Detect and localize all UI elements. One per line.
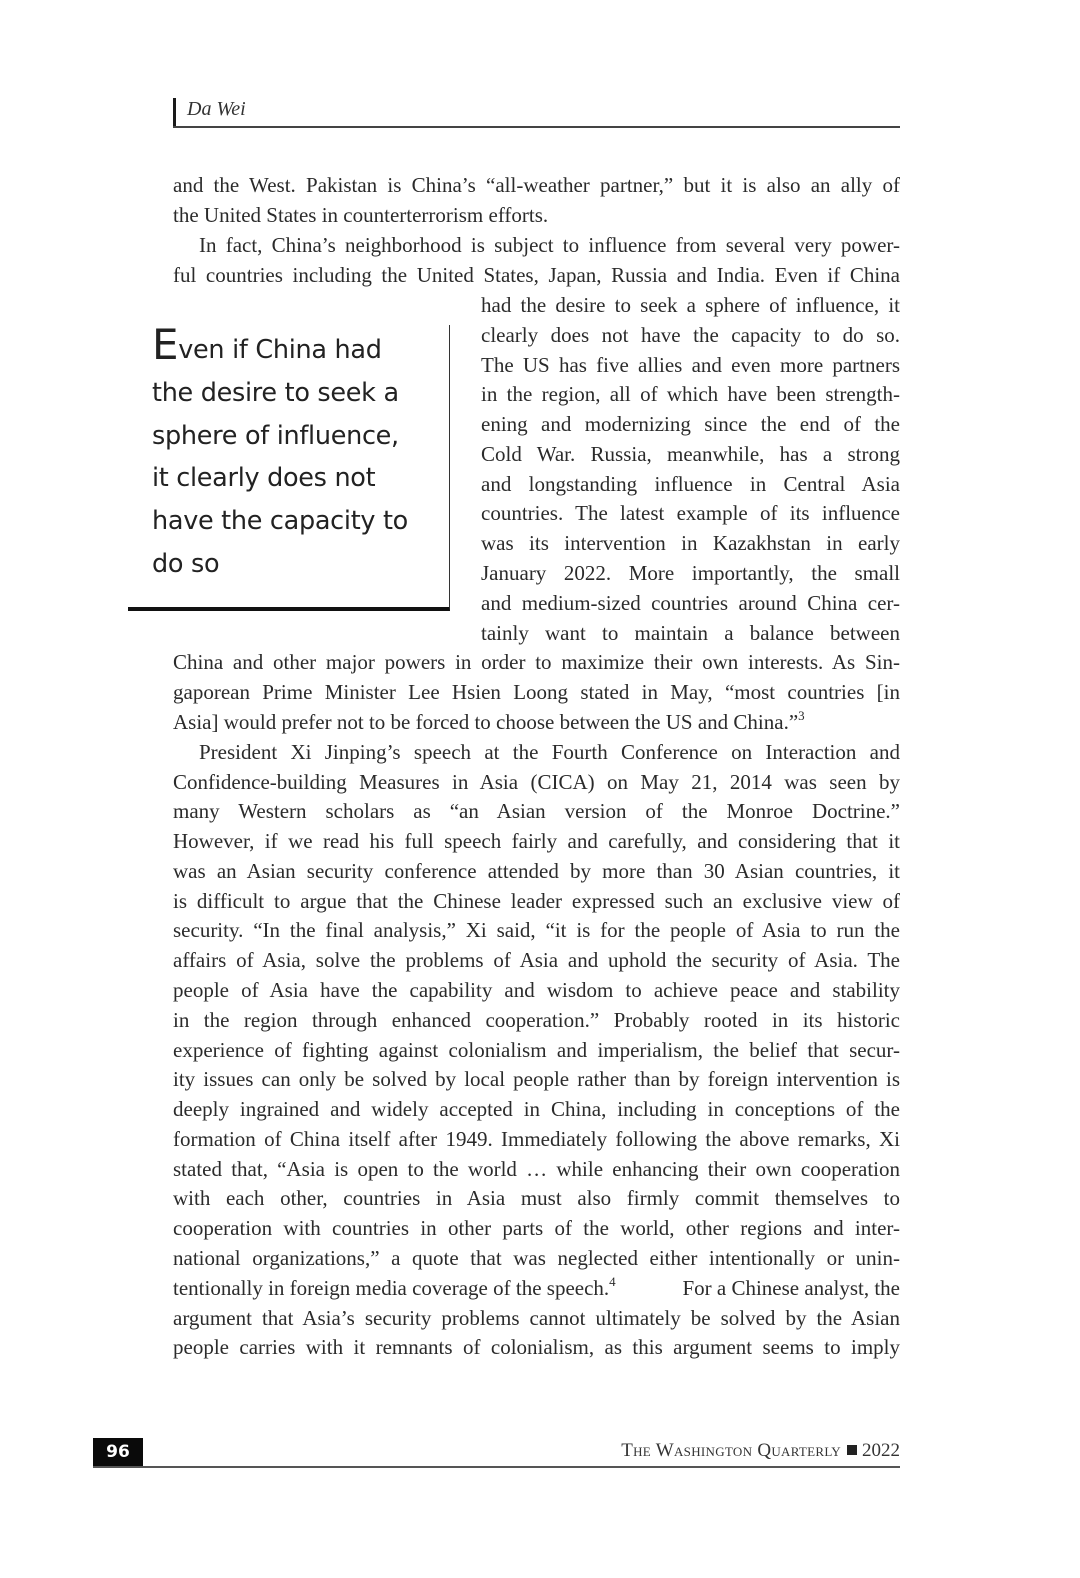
body-line: ening and modernizing since the end of the (481, 412, 900, 436)
pull-quote-line: the desire to seek a (152, 377, 399, 408)
body-line-segment: For a Chinese analyst, the (682, 1276, 900, 1300)
body-line: The US has five allies and even more partners (481, 353, 900, 377)
pull-quote-line: ven if China had (178, 335, 382, 365)
body-line-segment: tentionally in foreign media coverage of the speech. (173, 1276, 610, 1300)
body-line: and the West. Pakistan is China’s “all-weather partner,” but it is also an ally of (173, 173, 900, 197)
running-header (173, 96, 900, 128)
body-line: many Western scholars as “an Asian version of the Monroe Doctrine.” (173, 799, 900, 823)
body-line-text (173, 1274, 616, 1304)
body-line: with each other, countries in Asia must also firmly commit themselves to (173, 1186, 900, 1210)
body-line: clearly does not have the capacity to do so. (481, 323, 900, 347)
body-line: argument that Asia’s security problems cannot ultimately be solved by the Asian (173, 1306, 900, 1330)
journal-name: The Washington Quarterly (621, 1440, 841, 1461)
page-number: 96 (93, 1438, 143, 1466)
pull-quote-text (152, 320, 442, 586)
body-line: Confidence-building Measures in Asia (CICA) on May 21, 2014 was seen by (173, 770, 900, 794)
header-rule-mark (173, 98, 176, 126)
author-name: Da Wei (187, 98, 246, 120)
journal-info (621, 1438, 900, 1464)
body-line: China and other major powers in order to maximize their own interests. As Sin- (173, 650, 900, 674)
journal-year: 2022 (862, 1440, 900, 1461)
body-line: and medium-sized countries around China cer- (481, 591, 900, 615)
pull-quote-line: have the capacity to (152, 506, 408, 537)
body-line: the United States in counterterrorism efforts. (173, 203, 549, 227)
body-line: deeply ingrained and widely accepted in China, including in conceptions of the (173, 1097, 900, 1121)
square-bullet-icon (847, 1445, 857, 1455)
body-line: in the region through enhanced cooperation.” Probably rooted in its historic (173, 1008, 900, 1032)
body-line: was its intervention in Kazakhstan in early (481, 531, 900, 555)
body-line: stated that, “Asia is open to the world … while enhancing their own cooperation (173, 1157, 900, 1181)
body-line: is difficult to argue that the Chinese leader expressed such an exclusive view of (173, 889, 900, 913)
body-line: people of Asia have the capability and wisdom to achieve peace and stability (173, 978, 900, 1002)
body-line-text: Asia] would prefer not to be forced to choose between the US and China.” (173, 710, 799, 734)
body-line: January 2022. More importantly, the small (481, 561, 900, 585)
body-line: security. “In the final analysis,” Xi said, “it is for the people of Asia to run the (173, 918, 900, 942)
body-line: formation of China itself after 1949. Immediately following the above remarks, Xi (173, 1127, 900, 1151)
footnote-ref-3[interactable]: 3 (798, 708, 805, 723)
body-line: Cold War. Russia, meanwhile, has a strong (481, 442, 900, 466)
body-line: tainly want to maintain a balance between (481, 621, 900, 645)
body-line: was an Asian security conference attended by more than 30 Asian countries, it (173, 859, 900, 883)
pull-quote-line: sphere of influence, (152, 420, 399, 451)
body-line: experience of fighting against colonialism and imperialism, the belief that secur- (173, 1038, 900, 1062)
pull-quote (128, 320, 450, 611)
body-line (173, 708, 900, 738)
pull-quote-line: do so (152, 548, 220, 579)
body-line: cooperation with countries in other parts of the world, other regions and inter- (173, 1216, 900, 1240)
body-line: countries. The latest example of its influence (481, 501, 900, 525)
pull-quote-line: it clearly does not (152, 463, 376, 494)
footnote-ref-4[interactable]: 4 (609, 1274, 616, 1289)
body-line: had the desire to seek a sphere of influence, it (481, 293, 900, 317)
pull-quote-dropcap: E (152, 320, 179, 369)
body-line: President Xi Jinping’s speech at the Fourth Conference on Interaction and (199, 740, 900, 764)
body-line: people carries with it remnants of colonialism, as this argument seems to imply (173, 1335, 900, 1359)
body-line: In fact, China’s neighborhood is subject to influence from several very power- (199, 233, 900, 257)
body-line (173, 1274, 900, 1304)
body-line: national organizations,” a quote that was neglected either intentionally or unin- (173, 1246, 900, 1270)
body-line: However, if we read his full speech fairly and carefully, and considering that it (173, 829, 900, 853)
body-line: and longstanding influence in Central Asia (481, 472, 900, 496)
body-line: in the region, all of which have been strength- (481, 382, 900, 406)
body-line: affairs of Asia, solve the problems of Asia and uphold the security of Asia. The (173, 948, 900, 972)
body-line: ful countries including the United States, Japan, Russia and India. Even if China (173, 263, 900, 287)
page-footer (93, 1438, 900, 1468)
body-line: gaporean Prime Minister Lee Hsien Loong stated in May, “most countries [in (173, 680, 900, 704)
body-line: ity issues can only be solved by local people rather than by foreign intervention is (173, 1067, 900, 1091)
